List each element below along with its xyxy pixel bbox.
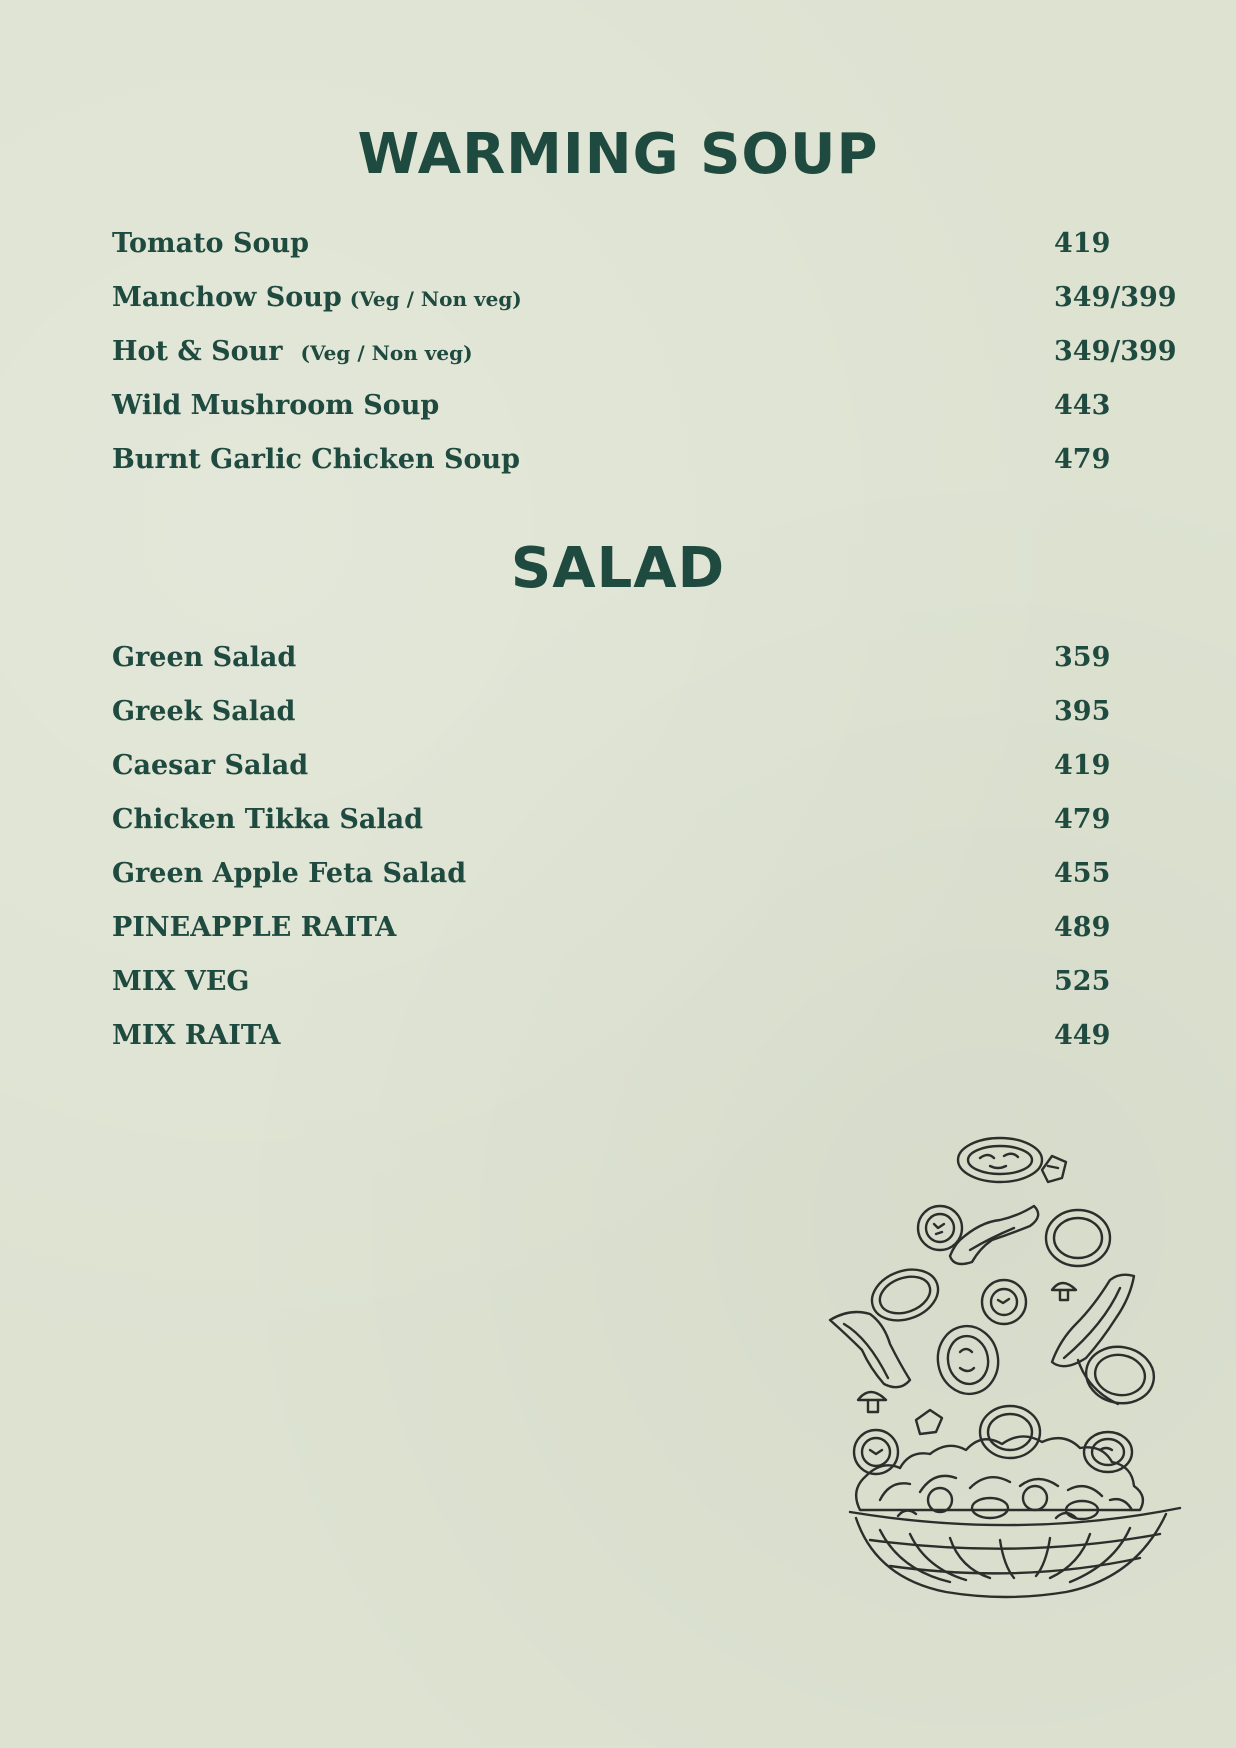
menu-item-wild-mushroom-soup [112, 390, 1162, 444]
soup-section-title: WARMING SOUP [357, 122, 879, 187]
menu-item-name: Chicken Tikka Salad [112, 804, 424, 835]
onion-ring-icon [1046, 1210, 1110, 1266]
menu-item-name: Green Apple Feta Salad [112, 858, 467, 889]
menu-item-name: Greek Salad [112, 696, 296, 727]
pepper-piece-icon [1042, 1156, 1066, 1182]
menu-item-name [112, 282, 522, 313]
menu-item-greek-salad [112, 696, 1162, 750]
pepper-piece-icon [916, 1410, 942, 1434]
menu-item-burnt-garlic-chicken-soup [112, 444, 1162, 498]
menu-item-mix-veg [112, 966, 1162, 1020]
menu-item-price: 449 [1054, 1020, 1111, 1051]
menu-item-green-apple-feta-salad [112, 858, 1162, 912]
menu-item-name: Caesar Salad [112, 750, 309, 781]
menu-item-pineapple-raita [112, 912, 1162, 966]
menu-item-name: MIX VEG [112, 966, 250, 997]
onion-ring-icon [980, 1406, 1040, 1458]
menu-item-label: Wild Mushroom Soup [112, 390, 440, 421]
salad-section-title: SALAD [510, 536, 726, 601]
menu-item-name [112, 390, 439, 421]
salad-bowl-illustration-icon [820, 1120, 1220, 1600]
menu-item-price: 359 [1054, 642, 1111, 673]
salad-menu-list [112, 642, 1162, 1074]
menu-item-label: Tomato Soup [112, 228, 309, 259]
lettuce-leaf-icon [830, 1312, 910, 1387]
menu-item-name: PINEAPPLE RAITA [112, 912, 397, 943]
menu-item-price: 419 [1054, 750, 1111, 781]
bowl-icon [850, 1508, 1180, 1597]
menu-item-price: 443 [1054, 390, 1111, 421]
menu-item-note: (Veg / Non veg) [300, 341, 473, 365]
cucumber-slice-icon [918, 1206, 962, 1250]
menu-item-label: Burnt Garlic Chicken Soup [112, 444, 521, 475]
lettuce-leaf-icon [950, 1206, 1038, 1264]
menu-item-name [112, 336, 473, 367]
cucumber-slice-icon [982, 1280, 1026, 1324]
menu-item-name [112, 228, 309, 259]
soup-menu-list [112, 228, 1177, 498]
menu-item-name: MIX RAITA [112, 1020, 281, 1051]
mushroom-icon [1052, 1283, 1076, 1300]
mushroom-icon [858, 1392, 886, 1412]
menu-item-mix-raita [112, 1020, 1162, 1074]
menu-item-price: 525 [1054, 966, 1111, 997]
menu-item-caesar-salad [112, 750, 1162, 804]
menu-item-price: 395 [1054, 696, 1111, 727]
tomato-slice-icon [933, 1321, 1004, 1398]
menu-item-label: Hot & Sour [112, 336, 283, 367]
menu-item-manchow-soup [112, 282, 1177, 336]
menu-item-price: 455 [1054, 858, 1111, 889]
tomato-slice-icon [958, 1138, 1042, 1182]
menu-item-name: Green Salad [112, 642, 297, 673]
menu-item-chicken-tikka-salad [112, 804, 1162, 858]
menu-item-price: 419 [1054, 228, 1111, 259]
menu-item-price: 489 [1054, 912, 1111, 943]
menu-item-name [112, 444, 520, 475]
menu-item-price: 479 [1054, 444, 1111, 475]
menu-item-tomato-soup [112, 228, 1162, 282]
menu-item-label: Manchow Soup [112, 282, 342, 313]
menu-item-price: 479 [1054, 804, 1111, 835]
lettuce-leaf-icon [1052, 1275, 1134, 1367]
menu-item-green-salad [112, 642, 1162, 696]
menu-item-note: (Veg / Non veg) [349, 287, 522, 311]
menu-item-price: 349/399 [1054, 282, 1177, 313]
menu-item-price: 349/399 [1054, 336, 1177, 367]
menu-item-hot-and-sour [112, 336, 1177, 390]
